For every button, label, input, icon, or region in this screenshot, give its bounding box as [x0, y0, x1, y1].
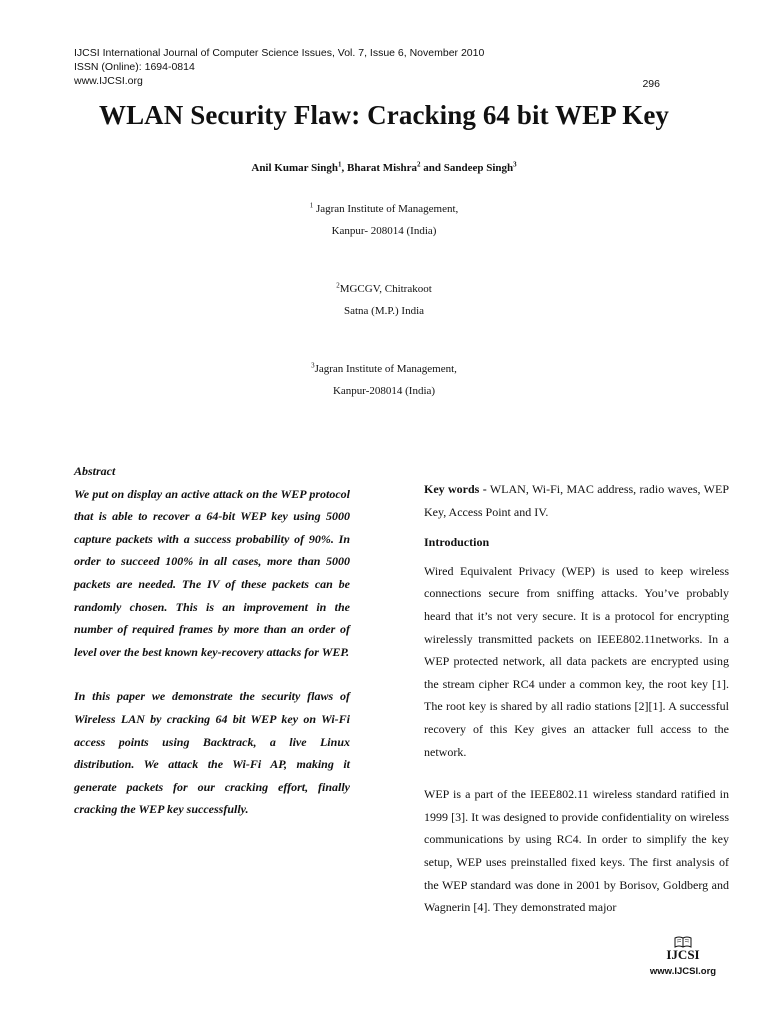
section-heading: Introduction — [424, 535, 490, 550]
abstract-paragraph: We put on display an active attack on the WEP protocol that is able to recover a 64-bit WEP key using 5000 capture packets with a success probability of 90%. In order to succeed 100% in all cases, more than 5000 packets are needed. The IV of these packets can be randomly chosen. This is an improvement in the number of required frames by more than an order of level over the best known key-recovery attacks for WEP. — [74, 486, 350, 659]
body-paragraph: Wired Equivalent Privacy (WEP) is used to keep wireless connections secure from sniffing attacks. You’ve probably heard that it’s not very secure. It is a protocol for encrypting wirelessly transmitted packets on IEEE802.11networks. In a WEP protected network, all data packets are encrypted using the stream cipher RC4 under a common key, the root key [1]. The root key is shared by all radio stations [2][1]. A successful recovery of this Key gives an attacker full access to the network. — [424, 563, 729, 759]
affiliation-2 — [0, 278, 768, 322]
issn: ISSN (Online): 1694-0814 — [74, 61, 195, 73]
affiliation-line: MGCGV, Chitrakoot — [339, 283, 432, 295]
author-mark: 3 — [513, 160, 517, 169]
abstract-heading: Abstract — [74, 464, 116, 478]
author-mark: 1 — [337, 160, 342, 169]
author-name: Bharat Mishra — [346, 162, 417, 174]
affiliation-mark: 3 — [311, 361, 315, 370]
affiliation-1 — [0, 198, 768, 242]
affiliation-line: Kanpur-208014 (India) — [332, 385, 436, 397]
journal-site: www.IJCSI.org — [74, 75, 143, 87]
affiliation-mark: 2 — [336, 281, 340, 290]
author-separator: , — [341, 162, 347, 174]
paper-title: WLAN Security Flaw: Cracking 64 bit WEP Key — [98, 100, 670, 130]
author-name: Sandeep Singh — [443, 162, 514, 174]
author-name: Anil Kumar Singh — [251, 162, 338, 174]
journal-name: IJCSI International Journal of Computer Science Issues, Vol. 7, Issue 6, November 2010 — [74, 47, 485, 59]
keywords-text: WLAN, Wi-Fi, MAC address, radio waves, WEP Key, Access Point and IV. — [424, 482, 729, 519]
left-column — [74, 460, 350, 821]
logo-brand: IJCSI — [666, 947, 700, 962]
right-column — [424, 478, 729, 919]
journal-header — [74, 46, 664, 88]
keywords-label: Key words - — [424, 482, 487, 496]
body-paragraph: WEP is a part of the IEEE802.11 wireless standard ratified in 1999 [3]. It was designed to provide confidentiality on wireless communications by using RC4. In order to simplify the key setup, WEP uses preinstalled fixed keys. The first analysis of the WEP standard was done in 2001 by Borisov, Goldberg and Wagnerin [4]. They demonstrated major — [424, 787, 729, 915]
affiliation-line: Jagran Institute of Management, — [313, 203, 459, 215]
affiliation-mark: 1 — [309, 201, 314, 210]
author-mark: 2 — [416, 160, 421, 169]
footer-logo — [648, 936, 718, 977]
author-list — [0, 162, 768, 174]
affiliation-line: Jagran Institute of Management, — [314, 363, 457, 375]
abstract-paragraph: In this paper we demonstrate the security flaws of Wireless LAN by cracking 64 bit WEP key on Wi-Fi access points using Backtrack, a live Linux distribution. We attack the Wi-Fi AP, making it generate packets for our cracking effort, finally cracking the WEP key successfully. — [74, 689, 350, 817]
logo-url: www.IJCSI.org — [649, 966, 717, 977]
affiliation-3 — [0, 358, 768, 402]
page-number: 296 — [642, 78, 660, 90]
keywords — [424, 478, 729, 523]
affiliation-line: Satna (M.P.) India — [343, 305, 425, 317]
affiliation-line: Kanpur- 208014 (India) — [331, 225, 437, 237]
author-separator: and — [420, 162, 444, 174]
